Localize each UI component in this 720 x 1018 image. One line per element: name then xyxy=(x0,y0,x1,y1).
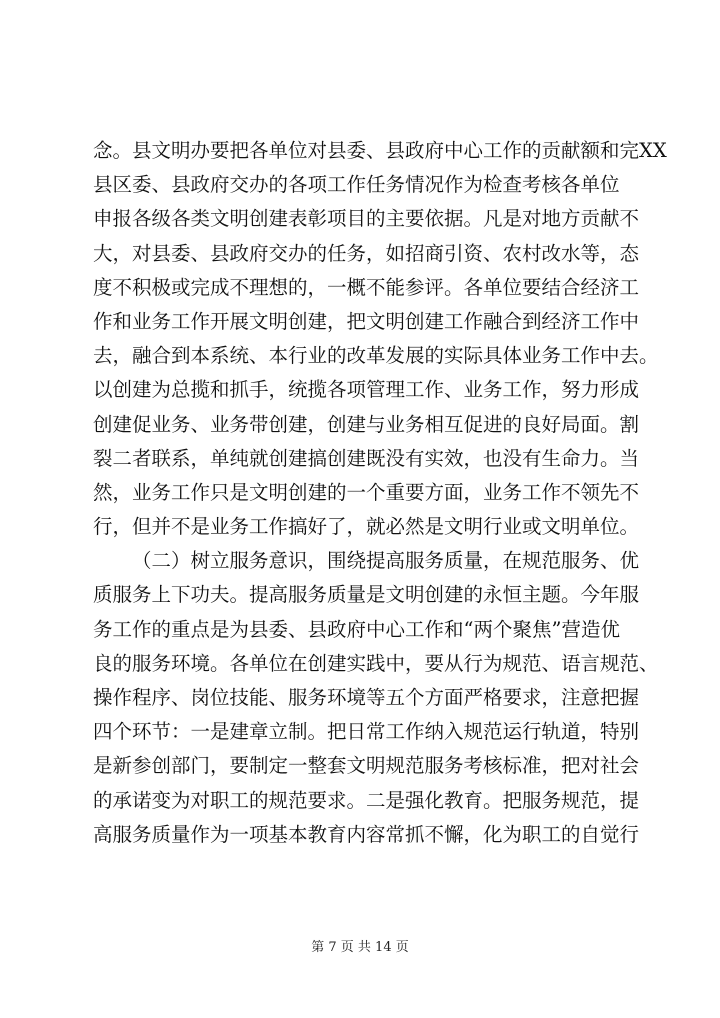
document-body xyxy=(93,134,673,852)
text-line: 创建促业务、业务带创建，创建与业务相互促进的良好局面。割 xyxy=(93,412,640,436)
text-line: 大，对县委、县政府交办的任务，如招商引资、农村改水等，态 xyxy=(93,241,640,265)
text-line: 的承诺变为对职工的规范要求。二是强化教育。把服务规范，提 xyxy=(93,788,640,812)
text-line: 县区委、县政府交办的各项工作任务情况作为检查考核各单位 xyxy=(93,173,620,197)
text-line: 度不积极或完成不理想的，一概不能参评。各单位要结合经济工 xyxy=(93,275,640,299)
page-footer xyxy=(0,936,720,955)
text-line: 高服务质量作为一项基本教育内容常抓不懈，化为职工的自觉行 xyxy=(93,822,640,846)
text-line: 操作程序、岗位技能、服务环境等五个方面严格要求，注意把握 xyxy=(93,686,640,709)
text-line: 念。县文明办要把各单位对县委、县政府中心工作的贡献额和完XX xyxy=(93,139,667,162)
text-line: 申报各级各类文明创建表彰项目的主要依据。凡是对地方贡献不 xyxy=(93,207,640,231)
text-line: （二）树立服务意识，围绕提高服务质量，在规范服务、优 xyxy=(132,549,640,573)
text-line: 去，融合到本系统、本行业的改革发展的实际具体业务工作中去。 xyxy=(93,344,659,368)
text-line: 以创建为总揽和抓手，统揽各项管理工作、业务工作，努力形成 xyxy=(93,378,640,402)
text-line: 作和业务工作开展文明创建，把文明创建工作融合到经济工作中 xyxy=(93,309,640,333)
text-line: 行，但并不是业务工作搞好了，就必然是文明行业或文明单位。 xyxy=(93,515,640,539)
text-line: 然，业务工作只是文明创建的一个重要方面，业务工作不领先不 xyxy=(93,480,640,504)
text-line: 是新参创部门，要制定一整套文明规范服务考核标准，把对社会 xyxy=(93,754,640,778)
text-line: 质服务上下功夫。提高服务质量是文明创建的永恒主题。今年服 xyxy=(93,583,640,607)
text-line: 裂二者联系，单纯就创建搞创建既没有实效，也没有生命力。当 xyxy=(93,446,640,470)
text-line: 务工作的重点是为县委、县政府中心工作和“两个聚焦”营造优 xyxy=(93,617,620,641)
text-line: 四个环节：一是建章立制。把日常工作纳入规范运行轨道，特别 xyxy=(93,720,640,744)
text-line: 良的服务环境。各单位在创建实践中，要从行为规范、语言规范、 xyxy=(93,651,659,675)
page-number: 第 7 页 共 14 页 xyxy=(311,940,409,955)
